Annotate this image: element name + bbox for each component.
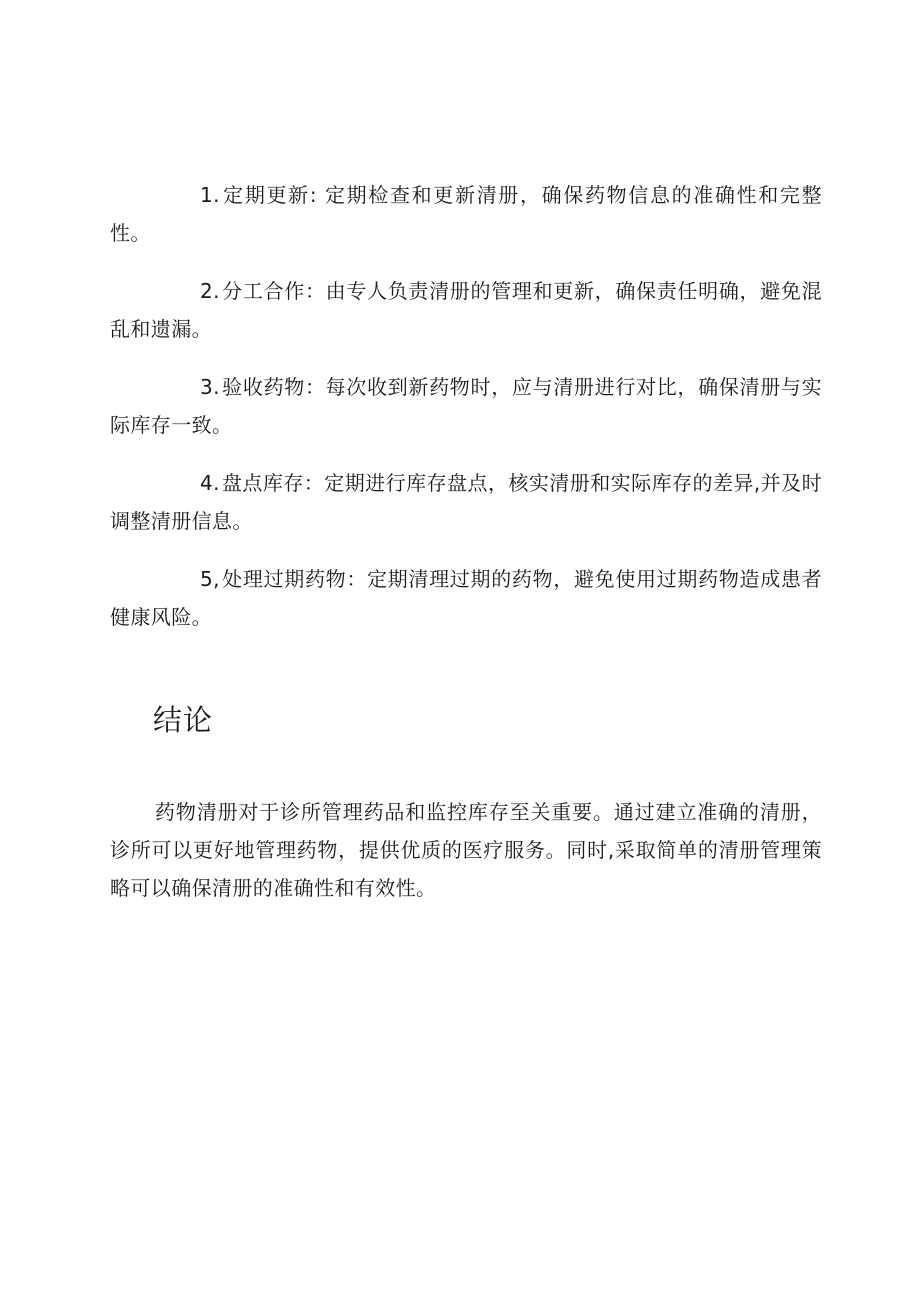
item-text: 定期更新: 定期检查和更新清册，确保药物信息的准确性和完整性。: [110, 183, 822, 245]
item-separator: .: [213, 279, 220, 303]
item-number: 3: [200, 375, 214, 399]
item-separator: .: [213, 375, 220, 399]
item-text: 处理过期药物：定期清理过期的药物，避免使用过期药物造成患者健康风险。: [110, 567, 822, 629]
item-separator: ,: [213, 567, 220, 591]
item-text: 分工合作：由专人负责清册的管理和更新，确保责任明确，避免混乱和遗漏。: [110, 279, 822, 341]
list-item: [110, 560, 822, 636]
list-item: [110, 464, 822, 540]
item-text: 盘点库存：定期进行库存盘点，核实清册和实际库存的差异,并及时调整清册信息。: [110, 471, 822, 533]
list-item: [110, 272, 822, 348]
item-number: 2: [200, 279, 214, 303]
list-item: [110, 176, 822, 252]
conclusion-paragraph: 药物清册对于诊所管理药品和监控库存至关重要。通过建立准确的清册，诊所可以更好地管理药物，提供优质的医疗服务。同时,采取简单的清册管理策略可以确保清册的准确性和有效性。: [110, 800, 822, 900]
item-separator: .: [213, 471, 220, 495]
item-separator: .: [213, 183, 220, 207]
item-number: 1: [200, 183, 214, 207]
strategy-list: [110, 176, 822, 656]
conclusion-heading: 结论: [153, 703, 214, 737]
item-number: 4: [200, 471, 214, 495]
item-number: 5: [200, 567, 214, 591]
item-text: 验收药物：每次收到新药物时，应与清册进行对比，确保清册与实际库存一致。: [110, 375, 822, 437]
list-item: [110, 368, 822, 444]
